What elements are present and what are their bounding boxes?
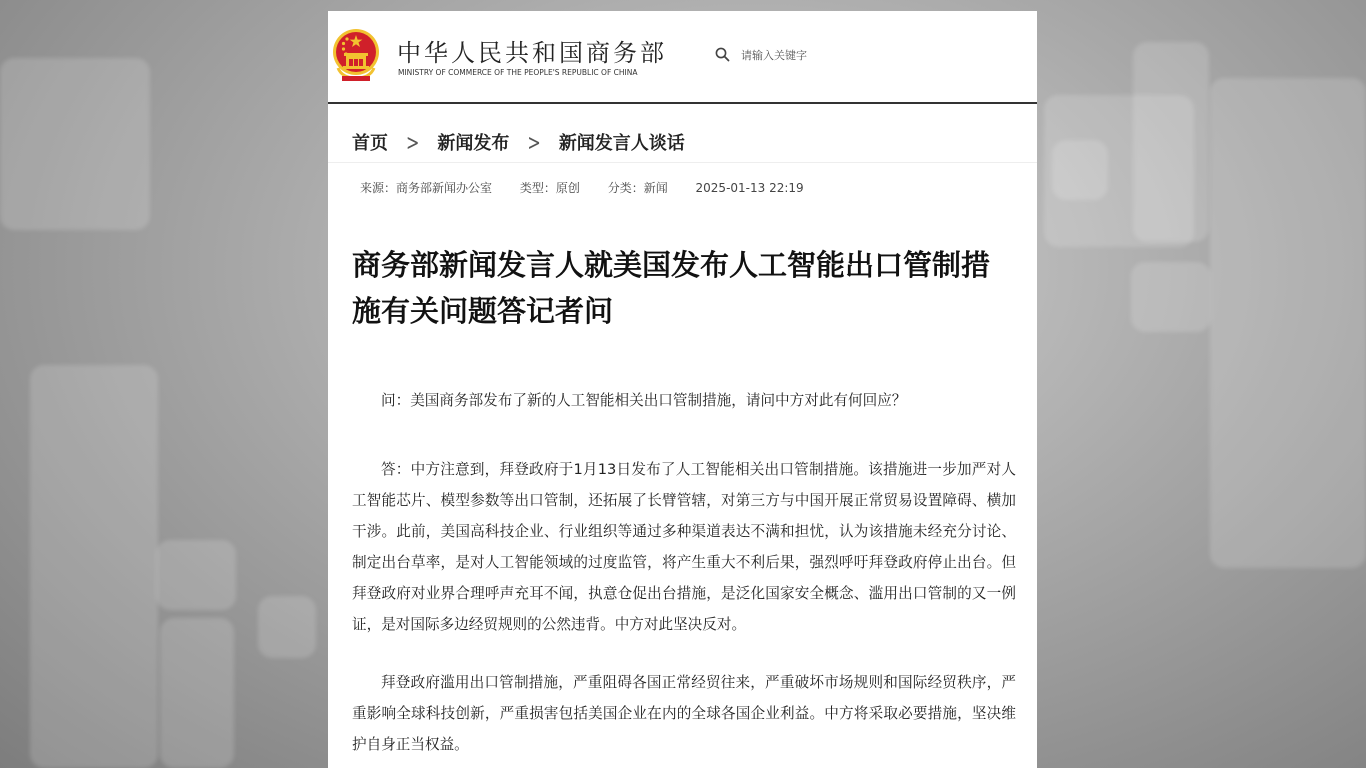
background-shape	[0, 58, 150, 230]
article-datetime: 2025-01-13 22:19	[695, 181, 804, 195]
site-header	[328, 11, 1037, 104]
background-shape	[1052, 140, 1108, 200]
article-type: 类型：原创	[519, 181, 580, 195]
article-paragraph-question: 问：美国商务部发布了新的人工智能相关出口管制措施，请问中方对此有何回应？	[381, 392, 907, 409]
breadcrumb-divider	[328, 162, 1037, 163]
article-title: 商务部新闻发言人就美国发布人工智能出口管制措施有关问题答记者问	[352, 248, 991, 328]
article-page	[328, 11, 1037, 768]
search-icon[interactable]	[715, 47, 730, 62]
background-shape	[1131, 262, 1211, 332]
background-shape	[1210, 78, 1366, 568]
national-emblem-icon[interactable]	[332, 28, 380, 82]
breadcrumb-news-release[interactable]: 新闻发布	[437, 133, 510, 154]
site-name-english: MINISTRY OF COMMERCE OF THE PEOPLE'S REPUBLIC OF CHINA	[398, 68, 638, 77]
background-shape	[30, 365, 158, 768]
search-input[interactable]	[741, 44, 911, 66]
article-paragraph-answer: 答：中方注意到，拜登政府于1月13日发布了人工智能相关出口管制措施。该措施进一步加严对人工智能芯片、模型参数等出口管制，还拓展了长臂管辖，对第三方与中国开展正常贸易设置障碍、横加干涉。此前，美国高科技企业、行业组织等通过多种渠道表达不满和担忧，认为该措施未经充分讨论、制定出台草率，是对人工智能领域的过度监管，将产生重大不利后果，强烈呼吁拜登政府停止出台。但拜登政府对业界合理呼声充耳不闻，执意仓促出台措施，是泛化国家安全概念、滥用出口管制的又一例证，是对国际多边经贸规则的公然违背。中方对此坚决反对。	[352, 461, 1016, 633]
chevron-right-icon: >	[527, 128, 541, 156]
background-shape	[1133, 42, 1209, 242]
article-paragraph-conclusion: 拜登政府滥用出口管制措施，严重阻碍各国正常经贸往来，严重破坏市场规则和国际经贸秩序，严重影响全球科技创新，严重损害包括美国企业在内的全球各国企业利益。中方将采取必要措施，坚决维护自身正当权益。	[352, 674, 1016, 753]
breadcrumb	[352, 127, 685, 157]
site-name[interactable]: 中华人民共和国商务部	[397, 39, 667, 67]
background-shape	[156, 540, 236, 610]
chevron-right-icon: >	[406, 128, 420, 156]
breadcrumb-spokesperson-talks[interactable]: 新闻发言人谈话	[558, 133, 685, 154]
article-category: 分类：新闻	[607, 181, 668, 195]
article-meta	[360, 179, 828, 196]
background-shape	[258, 596, 316, 658]
breadcrumb-home[interactable]: 首页	[352, 133, 388, 154]
search-box	[713, 44, 913, 66]
background-shape	[160, 618, 234, 768]
article-source: 来源：商务部新闻办公室	[360, 181, 493, 195]
